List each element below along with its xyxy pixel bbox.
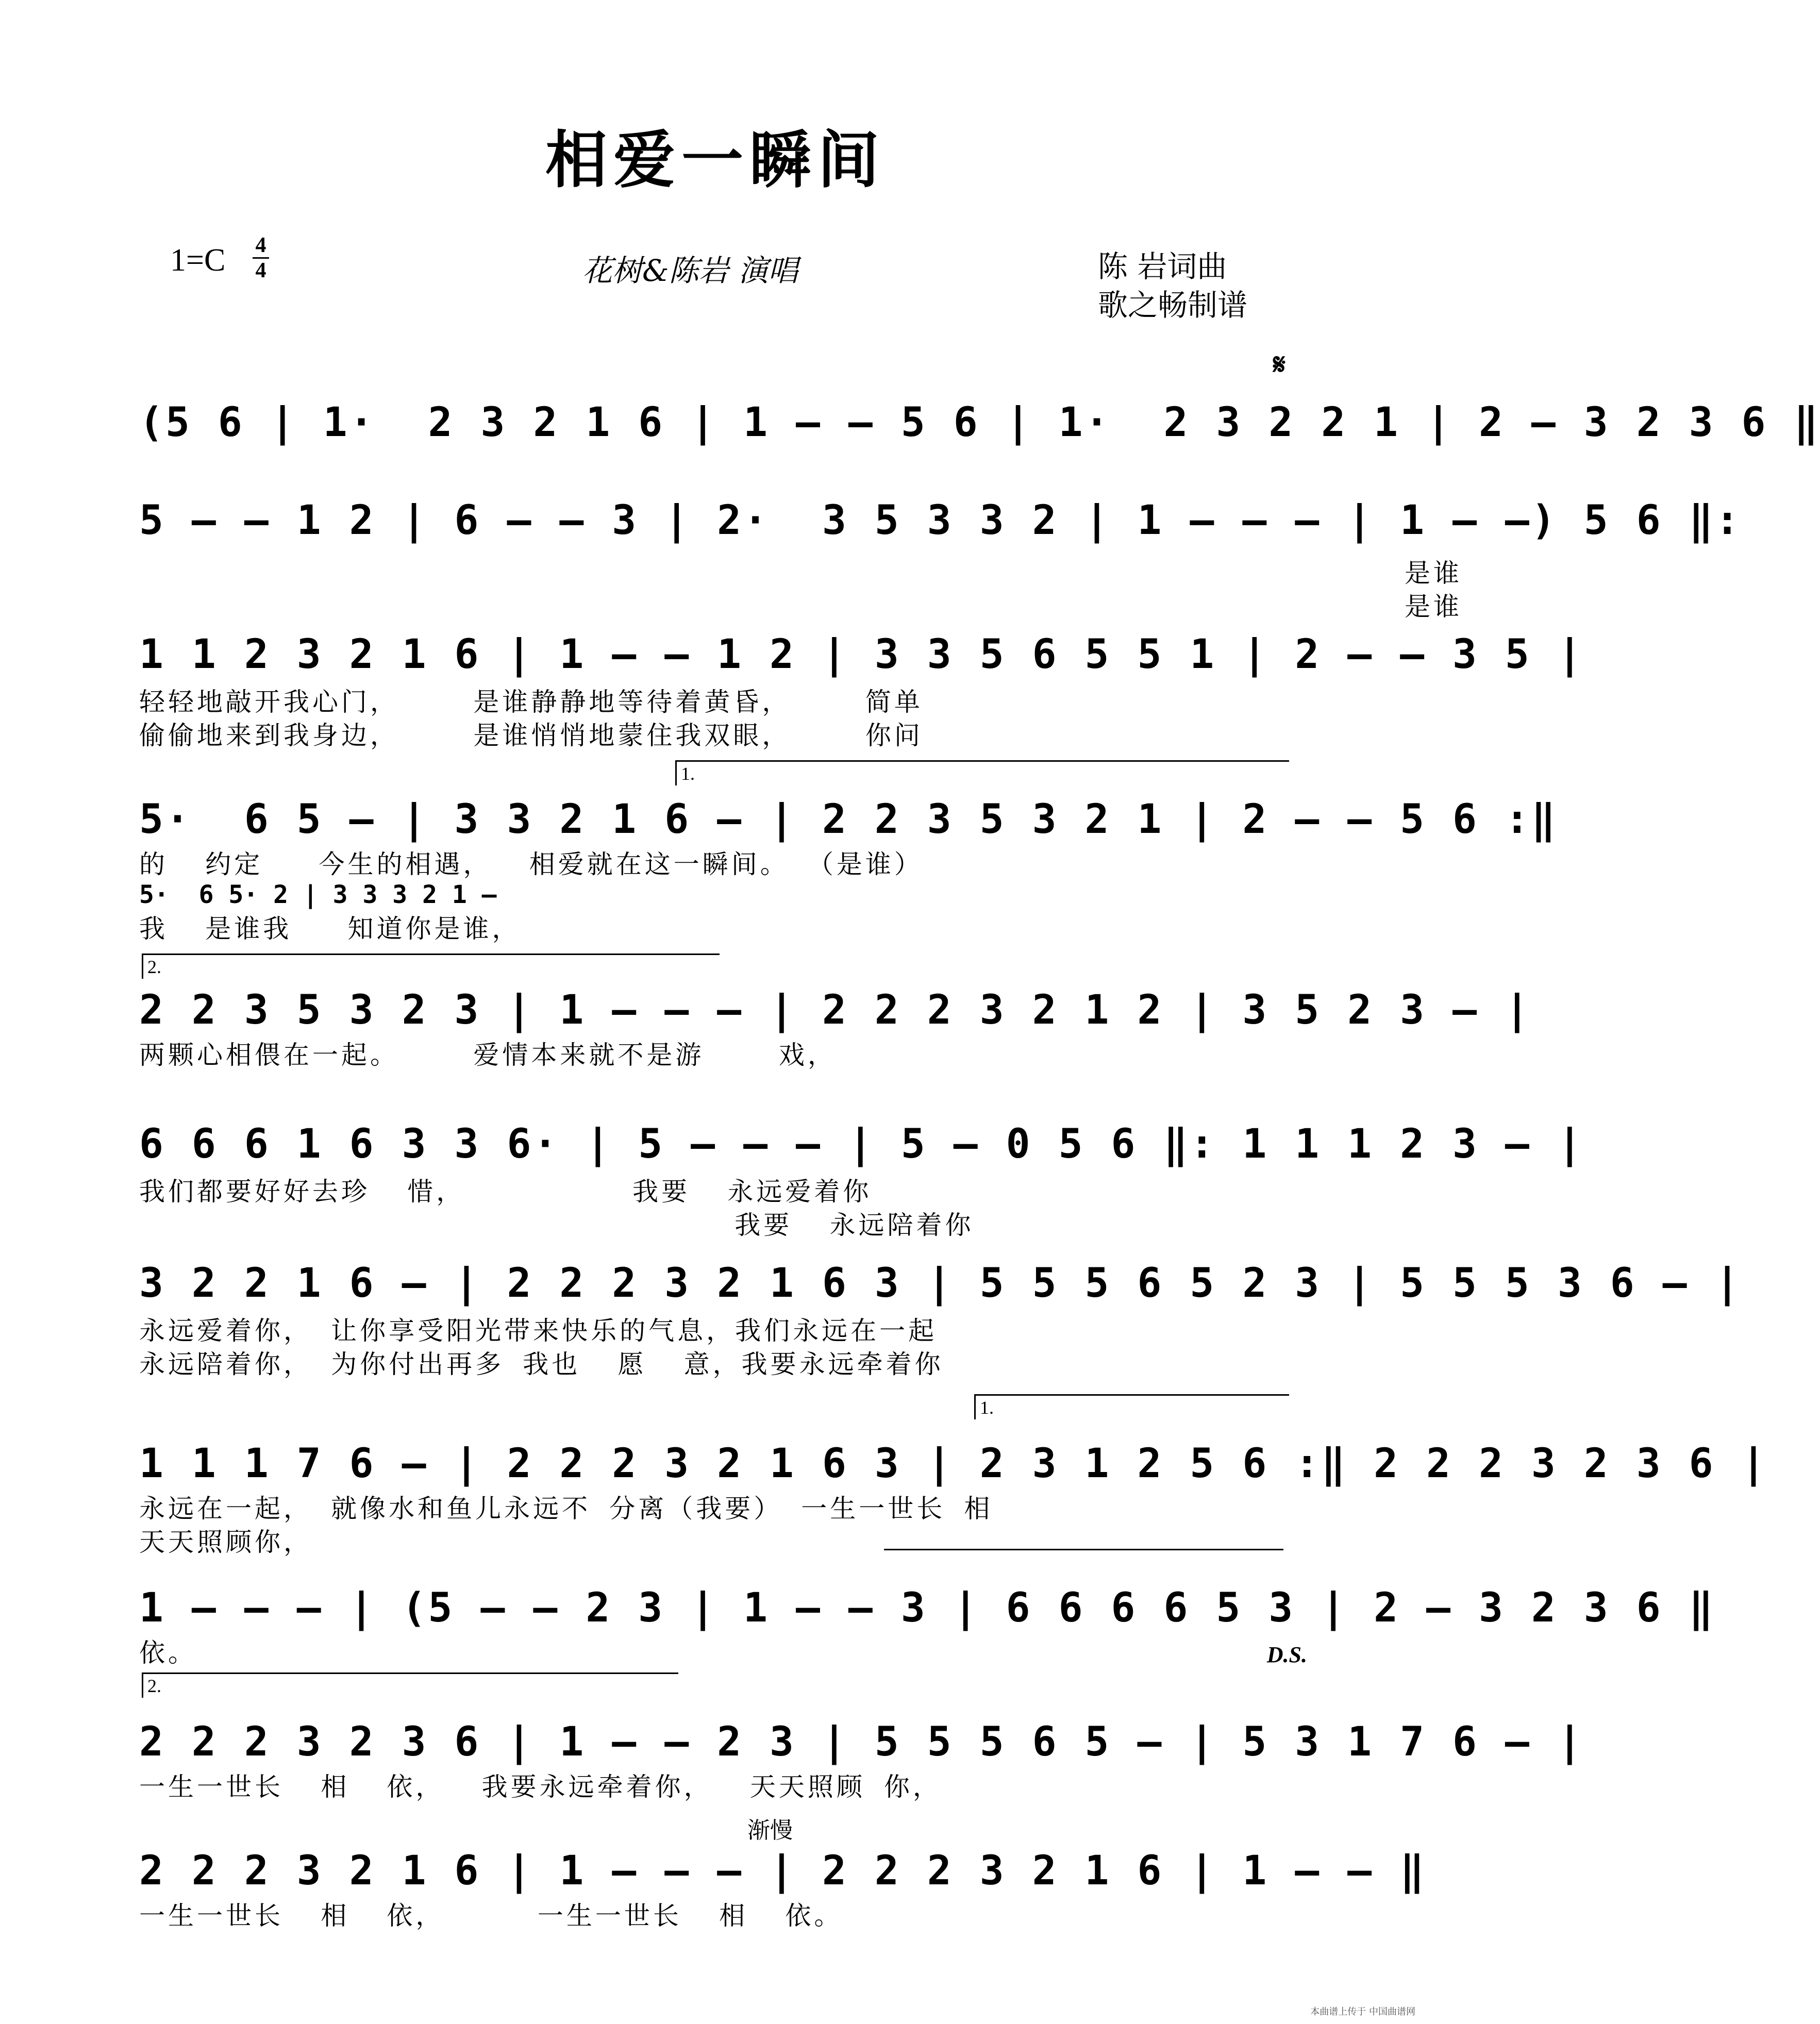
alternate-notation: 5· 6 5· 2 | 3 3 3 2 1 – xyxy=(139,880,497,909)
lyric-verse-1: 永远在一起， 就像水和鱼儿永远不 分离（我要） 一生一世长 相 xyxy=(139,1494,993,1524)
lyric-verse-2: 我 是谁我 知道你是谁， xyxy=(139,914,521,944)
notation-line: 6 6 6 1 6 3 3 6· | 5 – – – | 5 – 0 5 6 ‖: 1 1 1 2 3 – | xyxy=(139,1121,1584,1167)
notation-line: 5· 6 5 – | 3 3 2 1 6 – | 2 2 3 5 3 2 1 | 2 – – 5 6 :‖ xyxy=(139,796,1558,843)
lyric-verse-1: 我们都要好好去珍 惜， 我要 永远爱着你 xyxy=(139,1177,872,1207)
volta-bracket-2b: 2. xyxy=(142,1672,678,1698)
lyric-verse-1: 一生一世长 相 依， 一生一世长 相 依。 xyxy=(139,1901,843,1931)
watermark-footer: 本曲谱上传于 中国曲谱网 xyxy=(1310,2006,1415,2017)
volta-bracket-2: 2. xyxy=(142,954,720,979)
dal-segno-mark: D.S. xyxy=(1266,1642,1307,1667)
notation-line: 5 – – 1 2 | 6 – – 3 | 2· 3 5 3 3 2 | 1 – – – | 1 – –) 5 6 ‖: xyxy=(139,497,1742,544)
composer-credit: 陈 岩词曲 xyxy=(1098,249,1227,284)
lyric-verse-2: 永远陪着你， 为你付出再多 我也 愿 意，我要永远牵着你 xyxy=(139,1349,944,1379)
lyric-verse-1: 是谁 xyxy=(139,558,1462,588)
notation-line: (5 6 | 1· 2 3 2 1 6 | 1 – – 5 6 | 1· 2 3 2 2 1 | 2 – 3 2 3 6 ‖ xyxy=(139,399,1820,446)
lyric-verse-2: 天天照顾你， xyxy=(139,1527,312,1557)
key-signature: 1=C xyxy=(170,243,226,278)
lyric-verse-1: 轻轻地敲开我心门， 是谁静静地等待着黄昏， 简单 xyxy=(139,687,923,717)
song-title: 相爱一瞬间 xyxy=(545,124,886,196)
lyric-verse-1: 一生一世长 相 依， 我要永远牵着你， 天天照顾 你， xyxy=(139,1772,942,1802)
notation-line: 2 2 2 3 2 1 6 | 1 – – – | 2 2 2 3 2 1 6 | 1 – – ‖ xyxy=(139,1848,1427,1894)
transcriber-credit: 歌之畅制谱 xyxy=(1098,288,1248,323)
volta-bracket-1: 1. xyxy=(675,760,1289,785)
lyric-verse-1: 依。 xyxy=(139,1638,197,1668)
notation-line: 1 1 2 3 2 1 6 | 1 – – 1 2 | 3 3 5 6 5 5 1 | 2 – – 3 5 | xyxy=(139,631,1584,678)
time-sig-top: 4 xyxy=(255,233,266,257)
notation-line: 2 2 2 3 2 3 6 | 1 – – 2 3 | 5 5 5 6 5 – | 5 3 1 7 6 – | xyxy=(139,1719,1584,1765)
lyric-verse-1: 两颗心相偎在一起。 爱情本来就不是游 戏， xyxy=(139,1040,837,1070)
volta-rule xyxy=(884,1549,1283,1550)
notation-line: 1 1 1 7 6 – | 2 2 2 3 2 1 6 3 | 2 3 1 2 5 6 :‖ 2 2 2 3 2 3 6 | xyxy=(139,1441,1768,1487)
volta-bracket-1b: 1. xyxy=(974,1394,1289,1419)
lyric-verse-1: 永远爱着你， 让你享受阳光带来快乐的气息，我们永远在一起 xyxy=(139,1316,938,1346)
performers: 花树&陈岩 演唱 xyxy=(582,253,798,288)
notation-line: 3 2 2 1 6 – | 2 2 2 3 2 1 6 3 | 5 5 5 6 5 2 3 | 5 5 5 3 6 – | xyxy=(139,1260,1742,1307)
tempo-marking: 渐慢 xyxy=(747,1817,793,1844)
lyric-verse-2: 是谁 xyxy=(139,592,1462,622)
segno-sign: 𝄋 xyxy=(1273,348,1286,381)
lyric-verse-1: 的 约定 今生的相遇， 相爱就在这一瞬间。 （是谁） xyxy=(139,849,923,879)
notation-line: 1 – – – | (5 – – 2 3 | 1 – – 3 | 6 6 6 6 5 3 | 2 – 3 2 3 6 ‖ xyxy=(139,1585,1715,1631)
notation-line: 2 2 3 5 3 2 3 | 1 – – – | 2 2 2 3 2 1 2 | 3 5 2 3 – | xyxy=(139,987,1531,1033)
time-signature xyxy=(253,235,269,281)
lyric-verse-2: 我要 永远陪着你 xyxy=(139,1210,974,1240)
lyric-verse-2: 偷偷地来到我身边， 是谁悄悄地蒙住我双眼， 你问 xyxy=(139,721,923,750)
time-sig-bottom: 4 xyxy=(255,259,266,282)
